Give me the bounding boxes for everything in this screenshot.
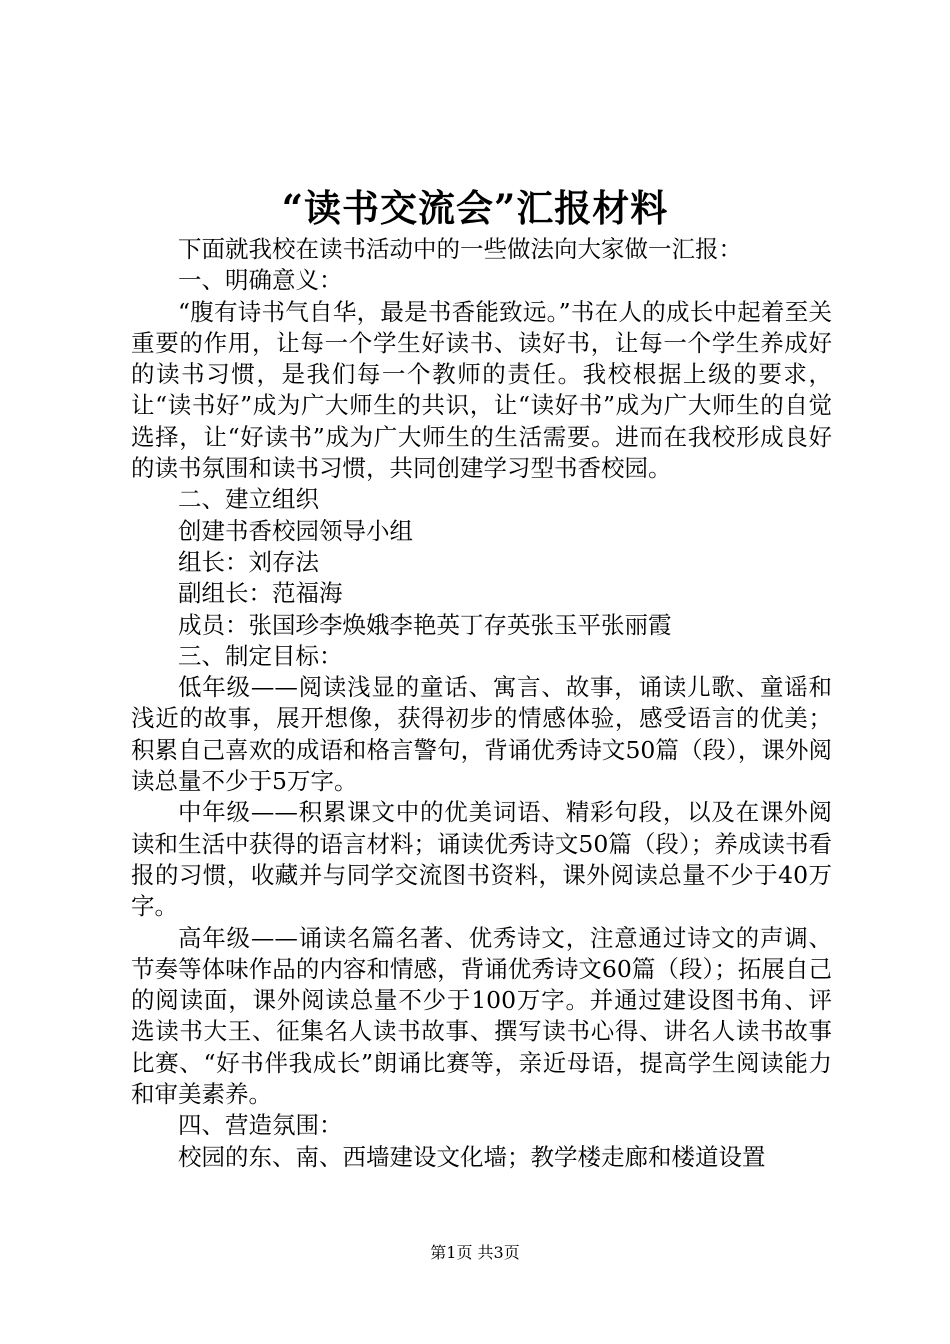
heading-section-2: 二、建立组织 [178,485,319,514]
heading-section-4: 四、营造氛围： [178,1111,343,1140]
heading-section-1: 一、明确意义： [178,266,343,295]
paragraph-intro: 下面就我校在读书活动中的一些做法向大家做一汇报： [178,235,742,263]
page-number: 第1页 共3页 [430,1243,520,1262]
paragraph-group-name: 创建书香校园领导小组 [178,516,413,545]
paragraph-members: 成员：张国珍李焕娥李艳英丁存英张玉平张丽霞 [178,610,672,639]
paragraph-deputy-leader: 副组长：范福海 [178,579,343,608]
document-title: “读书交流会”汇报材料 [281,186,669,230]
document-body [131,234,832,1173]
paragraph-middle-grade: 中年级——积累课文中的优美词语、精彩句段，以及在课外阅读和生活中获得的语言材料；诵读优秀诗文50篇（段）；养成读书看报的习惯，收藏并与同学交流图书资料，课外阅读总量不少于40万字。 [131,798,832,921]
paragraph-significance: “腹有诗书气自华，最是书香能致远。”书在人的成长中起着至关重要的作用，让每一个学生好读书、读好书，让每一个学生养成好的读书习惯，是我们每一个教师的责任。我校根据上级的要求，让“读书好”成为广大师生的共识，让“读好书”成为广大师生的自觉选择，让“好读书”成为广大师生的生活需要。进而在我校形成良好的读书氛围和读书习惯，共同创建学习型书香校园。 [131,297,832,483]
heading-section-3: 三、制定目标： [178,641,343,670]
paragraph-atmosphere: 校园的东、南、西墙建设文化墙；教学楼走廊和楼道设置 [178,1142,766,1171]
paragraph-upper-grade: 高年级——诵读名篇名著、优秀诗文，注意通过诗文的声调、节奏等体味作品的内容和情感，背诵优秀诗文60篇（段）；拓展自己的阅读面，课外阅读总量不少于100万字。并通过建设图书角、评选读书大王、征集名人读书故事、撰写读书心得、讲名人读书故事比赛、“好书伴我成长”朗诵比赛等，亲近母语，提高学生阅读能力和审美素养。 [131,923,832,1109]
paragraph-leader: 组长：刘存法 [178,547,319,576]
paragraph-lower-grade: 低年级——阅读浅显的童话、寓言、故事，诵读儿歌、童谣和浅近的故事，展开想像，获得初步的情感体验，感受语言的优美；积累自己喜欢的成语和格言警句，背诵优秀诗文50篇（段），课外阅读总量不少于5万字。 [131,673,832,796]
